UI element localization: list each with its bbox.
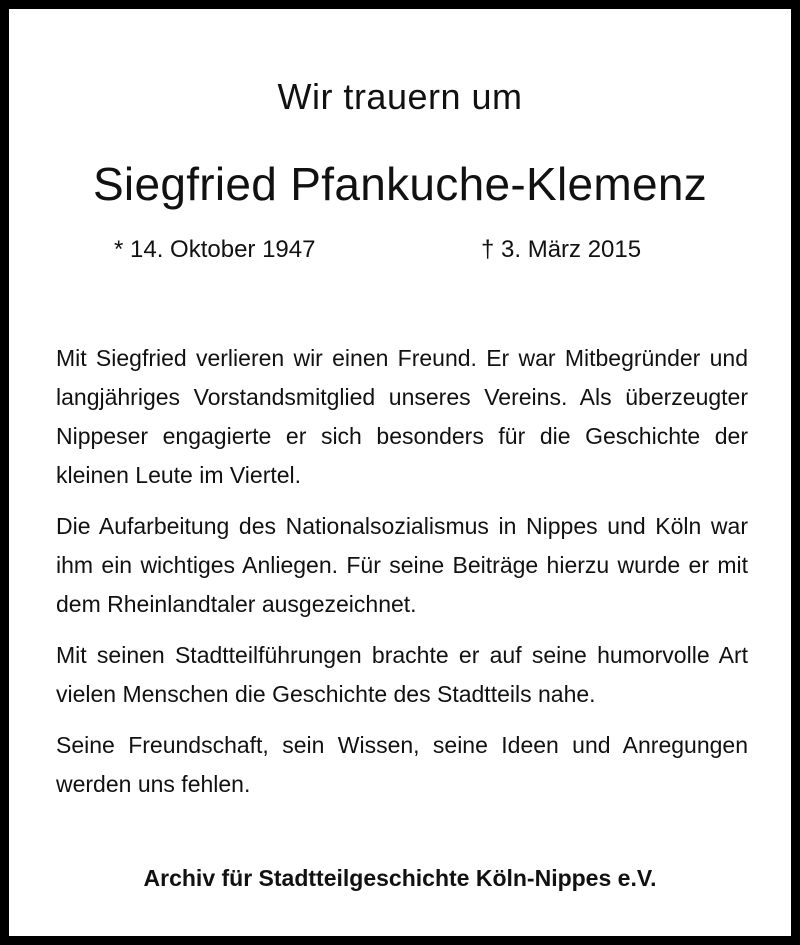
signature: Archiv für Stadtteilgeschichte Köln-Nippes e.V. (143, 865, 657, 891)
paragraph-4: Seine Freundschaft, sein Wissen, seine Ideen und Anregungen werden uns fehlen. (56, 732, 748, 797)
notice-body (56, 339, 748, 816)
paragraph-3: Mit seinen Stadtteilführungen brachte er auf seine humorvolle Art vielen Menschen die Geschichte des Stadtteils nahe. (56, 642, 748, 707)
paragraph-2: Die Aufarbeitung des Nationalsozialismus in Nippes und Köln war ihm ein wichtiges Anliegen. Für seine Beiträge hierzu wurde er mit dem Rheinlandtaler ausgezeichnet. (56, 513, 748, 617)
birth-date: * 14. Oktober 1947 (114, 236, 316, 263)
intro-heading: Wir trauern um (277, 76, 523, 117)
death-date: † 3. März 2015 (481, 236, 642, 263)
paragraph-1: Mit Siegfried verlieren wir einen Freund. Er war Mitbegründer und langjähriges Vorstandsmitglied unseres Vereins. Als überzeugter Nippeser engagierte er sich besonders für die Geschichte der kleinen Leute im Viertel. (56, 345, 748, 488)
deceased-name: Siegfried Pfankuche-Klemenz (92, 158, 708, 210)
